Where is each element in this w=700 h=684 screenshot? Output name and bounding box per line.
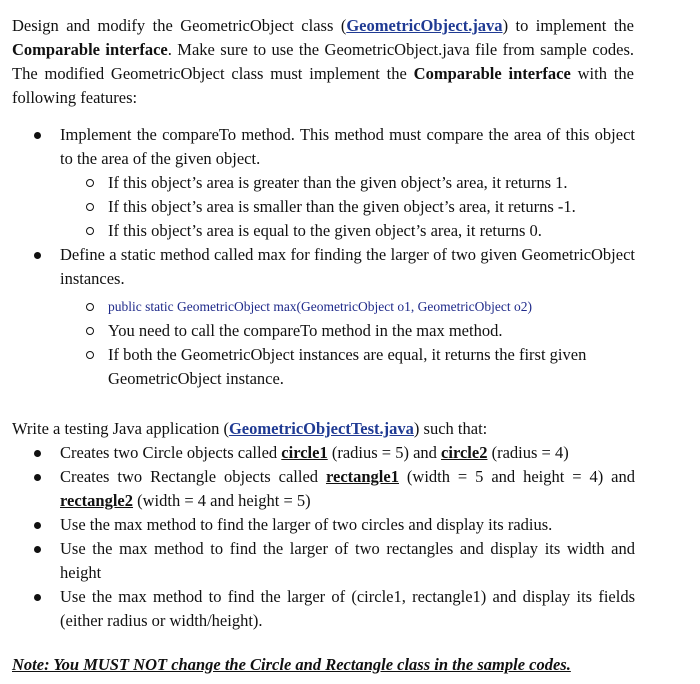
bullet-dot-icon [34, 132, 41, 139]
bullet-ring-icon [86, 303, 94, 311]
intro-text-2: ) to implement the [502, 16, 634, 35]
max-signature: public static GeometricObject max(GeometricObject o1, GeometricObject o2) [0, 295, 633, 319]
bullet-dot-icon [34, 450, 41, 457]
warning-note: Note: You MUST NOT change the Circle and Rectangle class in the sample codes. [12, 655, 571, 674]
bullet-dot-icon [34, 594, 41, 601]
bullet-ring-icon [86, 203, 94, 211]
test-max-circles: Use the max method to find the larger of two circles and display its radius. [0, 513, 635, 537]
geometric-object-test-link[interactable]: GeometricObjectTest.java [228, 419, 414, 438]
intro-text-4: with the following features: [12, 64, 634, 107]
test-max-rectangles: Use the max method to find the larger of two rectangles and display its width and height [0, 537, 635, 585]
bullet-ring-icon [86, 227, 94, 235]
test-create-rectangles: Creates two Rectangle objects called rectangle1 (width = 5 and height = 4) and rectangle2 (width = 4 and height = 5) [0, 465, 635, 513]
comparable-interface-bold-1: Comparable interface [12, 40, 168, 59]
bullet-dot-icon [34, 522, 41, 529]
bullet-dot-icon [34, 474, 41, 481]
bullet-dot-icon [34, 546, 41, 553]
geometric-object-link[interactable]: GeometricObject.java [346, 16, 503, 35]
testing-list [0, 441, 700, 633]
bullet-ring-icon [86, 327, 94, 335]
rectangle2-name: rectangle2 [60, 491, 134, 510]
bullet-dot-icon [34, 252, 41, 259]
compare-rule-equal: If this object’s area is equal to the given object’s area, it returns 0. [0, 219, 633, 243]
intro-text-3: . Make sure to use the GeometricObject.java file from sample codes. The modified GeometricObject class must implement the [12, 40, 634, 83]
circle1-name: circle1 [281, 443, 328, 462]
compare-rule-smaller: If this object’s area is smaller than the given object’s area, it returns -1. [0, 195, 633, 219]
max-rule-call-compare: You need to call the compareTo method in the max method. [0, 319, 633, 343]
intro-text-1: Design and modify the GeometricObject class ( [12, 16, 347, 35]
comparable-interface-bold-2: Comparable interface [413, 64, 571, 83]
max-rule-equal: If both the GeometricObject instances are equal, it returns the first given GeometricObject instance. [0, 343, 633, 391]
circle2-name: circle2 [441, 443, 488, 462]
testing-paragraph: Write a testing Java application (GeometricObjectTest.java) such that: [12, 419, 488, 438]
rectangle1-name: rectangle1 [325, 467, 399, 486]
intro-paragraph [12, 14, 634, 110]
feature-max-method: Define a static method called max for finding the larger of two given GeometricObject instances. [0, 243, 635, 291]
feature-list [0, 123, 700, 391]
bullet-ring-icon [86, 179, 94, 187]
test-max-mixed: Use the max method to find the larger of (circle1, rectangle1) and display its fields (either radius or width/height). [0, 585, 635, 633]
compare-rule-greater: If this object’s area is greater than the given object’s area, it returns 1. [0, 171, 633, 195]
feature-compare-to: Implement the compareTo method. This method must compare the area of this object to the area of the given object. [0, 123, 635, 171]
test-create-circles: Creates two Circle objects called circle1 (radius = 5) and circle2 (radius = 4) [0, 441, 635, 465]
bullet-ring-icon [86, 351, 94, 359]
